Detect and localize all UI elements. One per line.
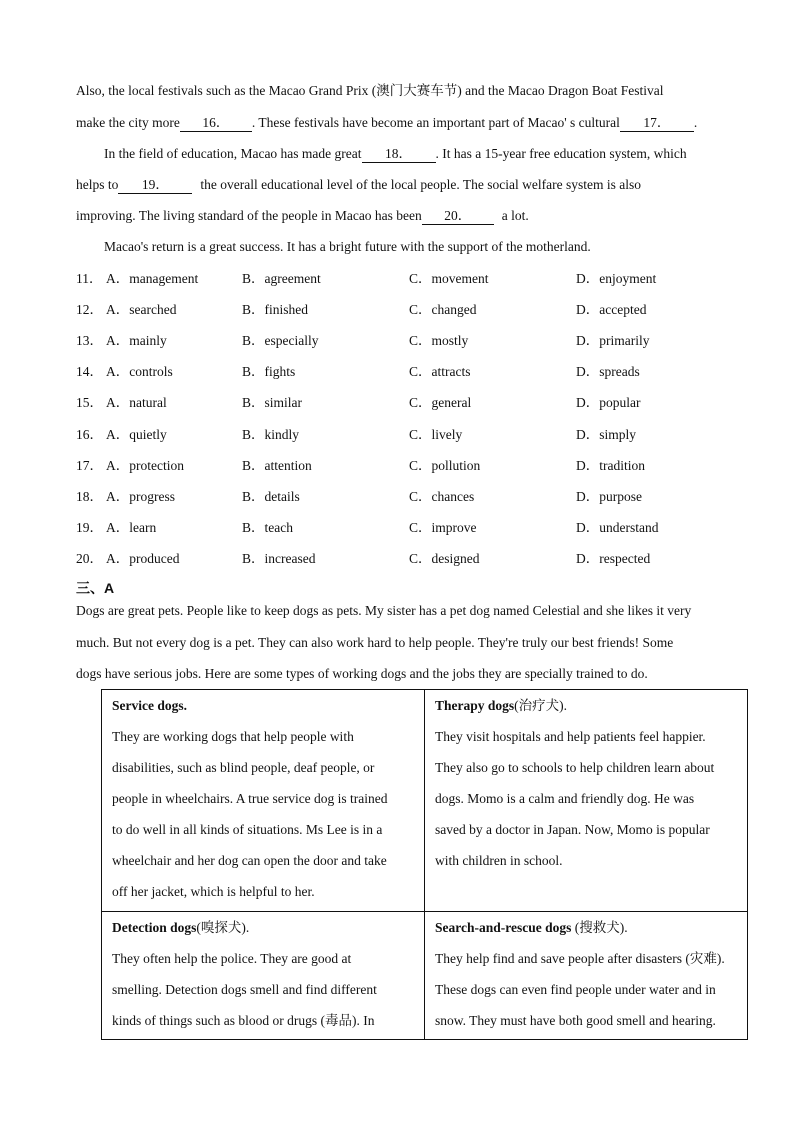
cell-text-line: people in wheelchairs. A true service dog is trained [112,791,388,806]
question-number: 16． [76,426,103,442]
question-number: 13． [76,333,103,349]
option-c[interactable]: C．pollution [409,457,481,473]
question-number: 11． [76,271,103,286]
question-number: 17． [76,457,103,473]
option-d[interactable]: D．enjoyment [576,271,657,286]
cell-text-line: off her jacket, which is helpful to her. [112,884,315,899]
cell-text-line: to do well in all kinds of situations. Ms Lee is in a [112,822,383,837]
cell-text-line: They visit hospitals and help patients feel happier. [435,729,706,744]
question-row [76,332,756,350]
cell-text-line: They often help the police. They are good at [112,951,352,966]
option-c[interactable]: C．improve [409,519,477,535]
cell-text-line: disabilities, such as blind people, deaf people, or [112,760,375,775]
option-c[interactable]: C．changed [409,302,477,318]
option-a[interactable]: A．natural [106,395,167,411]
dog-types-table [101,689,748,1040]
cell-text-line: They also go to schools to help children learn about [435,760,715,775]
option-b[interactable]: B．agreement [242,271,321,286]
passage-line-6: Macao's return is a great success. It has a bright future with the support of the motherland. [104,239,591,254]
passage-text: the overall educational level of the local people. The social welfare system is also [200,177,641,192]
option-a[interactable]: A．learn [106,519,157,535]
cell-text-line: dogs. Momo is a calm and friendly dog. He was [435,791,695,806]
service-dogs-cell [102,690,425,912]
option-a[interactable]: A．progress [106,488,175,504]
option-b[interactable]: B．fights [242,364,296,380]
question-number: 15． [76,395,103,411]
passage-text: . These festivals have become an important part of Macao' s cultural [251,115,620,130]
cell-text-line: They help find and save people after disasters (灾难). [435,951,725,966]
cell-text-line: snow. They must have both good smell and hearing. [435,1013,716,1028]
question-row [76,426,756,444]
option-b[interactable]: B．similar [242,395,302,411]
service-dogs-body [112,721,416,907]
option-d[interactable]: D．primarily [576,333,650,349]
cell-text-line: These dogs can even find people under water and in [435,982,716,997]
passage-line-2 [76,114,756,132]
intro-line-3: dogs have serious jobs. Here are some types of working dogs and the jobs they are specially trained to do. [76,666,648,681]
detection-dogs-body [112,943,416,1036]
passage-text: a lot. [501,208,529,223]
rescue-dogs-title-suffix: (搜救犬). [571,920,628,935]
question-row [76,301,756,319]
option-a[interactable]: A．mainly [106,333,167,349]
option-d[interactable]: D．simply [576,426,637,442]
cell-text-line: smelling. Detection dogs smell and find different [112,982,377,997]
option-d[interactable]: D．popular [576,395,641,411]
section-title: 三、A [76,580,115,596]
option-d[interactable]: D．understand [576,519,659,535]
option-c[interactable]: C．movement [409,271,489,286]
intro-line-2: much. But not every dog is a pet. They can also work hard to help people. They're truly our best friends! Some [76,635,674,650]
option-a[interactable]: A．searched [106,302,177,318]
option-a[interactable]: A．controls [106,364,173,380]
passage-text: make the city more [76,115,180,130]
option-d[interactable]: D．purpose [576,488,642,504]
option-b[interactable]: B．details [242,488,300,504]
therapy-dogs-cell [425,690,748,912]
cell-text-line: with children in school. [435,853,563,868]
option-d[interactable]: D．accepted [576,302,647,318]
blank-16[interactable]: 16． [180,115,252,132]
option-c[interactable]: C．chances [409,488,475,504]
therapy-dogs-body [435,721,739,876]
detection-dogs-title-suffix: (嗅探犬). [196,920,250,935]
cell-text-line: wheelchair and her dog can open the door and take [112,853,387,868]
option-d[interactable]: D．respected [576,550,651,566]
option-c[interactable]: C．general [409,395,472,411]
option-b[interactable]: B．attention [242,457,312,473]
cell-text-line: They are working dogs that help people with [112,729,354,744]
option-d[interactable]: D．spreads [576,364,640,380]
cell-text-line: saved by a doctor in Japan. Now, Momo is popular [435,822,710,837]
option-a[interactable]: A．produced [106,550,180,566]
therapy-dogs-title-suffix: (治疗犬). [514,698,568,713]
blank-20[interactable]: 20． [422,208,494,225]
option-c[interactable]: C．mostly [409,333,469,349]
question-number: 19． [76,519,103,535]
option-b[interactable]: B．especially [242,333,319,349]
question-row [76,488,756,506]
question-row [76,550,756,568]
question-number: 18． [76,488,103,504]
service-dogs-title: Service dogs. [112,698,187,713]
option-b[interactable]: B．kindly [242,426,300,442]
option-c[interactable]: C．lively [409,426,463,442]
option-d[interactable]: D．tradition [576,457,645,473]
passage-text: helps to [76,177,119,192]
passage-text: In the field of education, Macao has made great [104,146,362,161]
question-row [76,363,756,381]
passage-line-4 [76,176,756,194]
option-a[interactable]: A．protection [106,457,184,473]
rescue-dogs-title: Search-and-rescue dogs [435,920,572,935]
passage-line-3 [104,145,784,163]
option-a[interactable]: A．quietly [106,426,167,442]
cell-text-line: kinds of things such as blood or drugs (毒品). In [112,1013,375,1028]
question-row [76,457,756,475]
passage-line-1: Also, the local festivals such as the Macao Grand Prix (澳门大赛车节) and the Macao Dragon Boat Festival [76,83,664,98]
option-c[interactable]: C．attracts [409,364,471,380]
question-number: 14． [76,364,103,380]
question-number: 20． [76,550,103,566]
passage-text: . [693,115,698,130]
blank-18[interactable]: 18． [362,146,436,163]
option-b[interactable]: B．increased [242,550,316,566]
passage-text: . It has a 15-year free education system, which [435,146,687,161]
passage-text: improving. The living standard of the people in Macao has been [76,208,422,223]
question-row [76,394,756,412]
option-b[interactable]: B．teach [242,519,293,535]
option-c[interactable]: C．designed [409,550,480,566]
detection-dogs-cell [102,912,425,1040]
rescue-dogs-cell [425,912,748,1040]
question-number: 12． [76,302,103,318]
therapy-dogs-title: Therapy dogs [435,698,515,713]
blank-17[interactable]: 17． [620,115,694,132]
intro-line-1: Dogs are great pets. People like to keep dogs as pets. My sister has a pet dog named Celestial and she likes it very [76,603,692,618]
blank-19[interactable]: 19． [118,177,192,194]
option-b[interactable]: B．finished [242,302,308,318]
detection-dogs-title: Detection dogs [112,920,197,935]
question-row [76,519,756,537]
option-a[interactable]: A．management [106,271,199,286]
rescue-dogs-body [435,943,739,1036]
passage-line-5 [76,207,756,225]
question-row [76,270,756,288]
